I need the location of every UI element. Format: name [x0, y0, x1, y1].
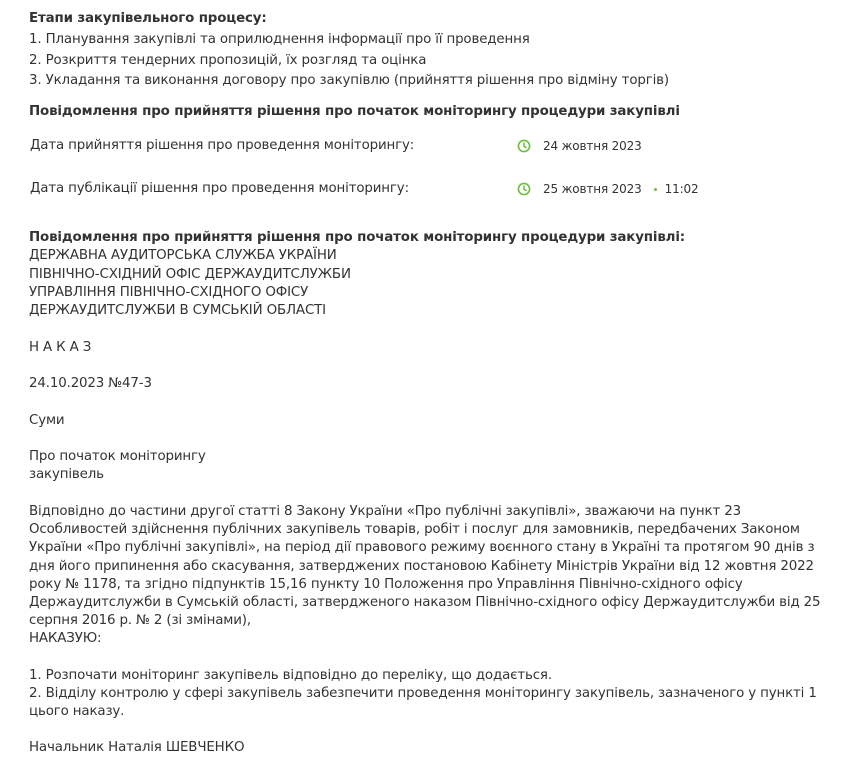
publication-time: 11:02 — [664, 182, 699, 196]
publication-date: 25 жовтня 2023 — [543, 182, 642, 196]
decision-date-value — [517, 136, 642, 156]
publication-date-value — [517, 179, 698, 199]
order-word: Н А К А З — [29, 340, 92, 355]
city: Суми — [29, 413, 65, 428]
separator-dot — [654, 188, 657, 191]
stage-item-2: 2. Розкриття тендерних пропозицій, їх розгляд та оцінка — [29, 53, 427, 68]
monitoring-title: Повідомлення про прийняття рішення про початок моніторингу процедури закупівлі — [29, 104, 680, 119]
org-line-1: ДЕРЖАВНА АУДИТОРСЬКА СЛУЖБА УКРАЇНИ — [29, 248, 337, 263]
stages-title: Етапи закупівельного процесу: — [29, 11, 267, 26]
stage-item-1: 1. Планування закупівлі та оприлюднення інформації про її проведення — [29, 32, 530, 47]
order-heading: НАКАЗУЮ: — [29, 631, 102, 646]
clock-icon — [517, 182, 531, 196]
decision-date-row — [0, 136, 862, 156]
org-line-4: ДЕРЖАУДИТСЛУЖБИ В СУМСЬКІЙ ОБЛАСТІ — [29, 303, 326, 318]
decision-date: 24 жовтня 2023 — [543, 139, 642, 153]
org-line-2: ПІВНІЧНО-СХІДНИЙ ОФІС ДЕРЖАУДИТСЛУЖБИ — [29, 267, 351, 282]
notice-title: Повідомлення про прийняття рішення про початок моніторингу процедури закупівлі: — [29, 230, 685, 245]
publication-date-row — [0, 179, 862, 199]
signature: Начальник Наталія ШЕВЧЕНКО — [29, 740, 245, 755]
clock-icon — [517, 139, 531, 153]
order-item-2: 2. Відділу контролю у сфері закупівель забезпечити проведення моніторингу закупівель, зазначеного у пункті 1 цього наказу. — [29, 686, 817, 720]
order-body: Відповідно до частини другої статті 8 Закону України «Про публічні закупівлі», зважаючи на пункт 23 Особливостей здійснення публічних закупівель товарів, робіт і послуг для замовників, передбачених Законом України «Про публічні закупівлі», на період дії правового режиму воєнного стану в Україні та протягом 90 днів з дня його припинення або скасування, затверджених постановою Кабінету Міністрів України від 12 жовтня 2022 року № 1178, та згідно підпунктів 15,16 пункту 10 Положення про Управління Північно-східного офісу Держаудитслужби в Сумській області, затвердженого наказом Північно-східного офісу Держаудитслужби від 25 серпня 2016 р. № 2 (зі змінами), — [29, 504, 821, 629]
org-line-3: УПРАВЛІННЯ ПІВНІЧНО-СХІДНОГО ОФІСУ — [29, 285, 309, 300]
order-item-1: 1. Розпочати моніторинг закупівель відповідно до переліку, що додається. — [29, 668, 552, 683]
decision-date-label: Дата прийняття рішення про проведення моніторингу: — [30, 138, 415, 153]
subject-line-1: Про початок моніторингу — [29, 449, 206, 464]
stage-item-3: 3. Укладання та виконання договору про закупівлю (прийняття рішення про відміну торгів) — [29, 73, 669, 88]
publication-date-label: Дата публікації рішення про проведення моніторингу: — [30, 181, 409, 196]
subject-line-2: закупівель — [29, 467, 104, 482]
order-date-number: 24.10.2023 №47-3 — [29, 376, 152, 391]
